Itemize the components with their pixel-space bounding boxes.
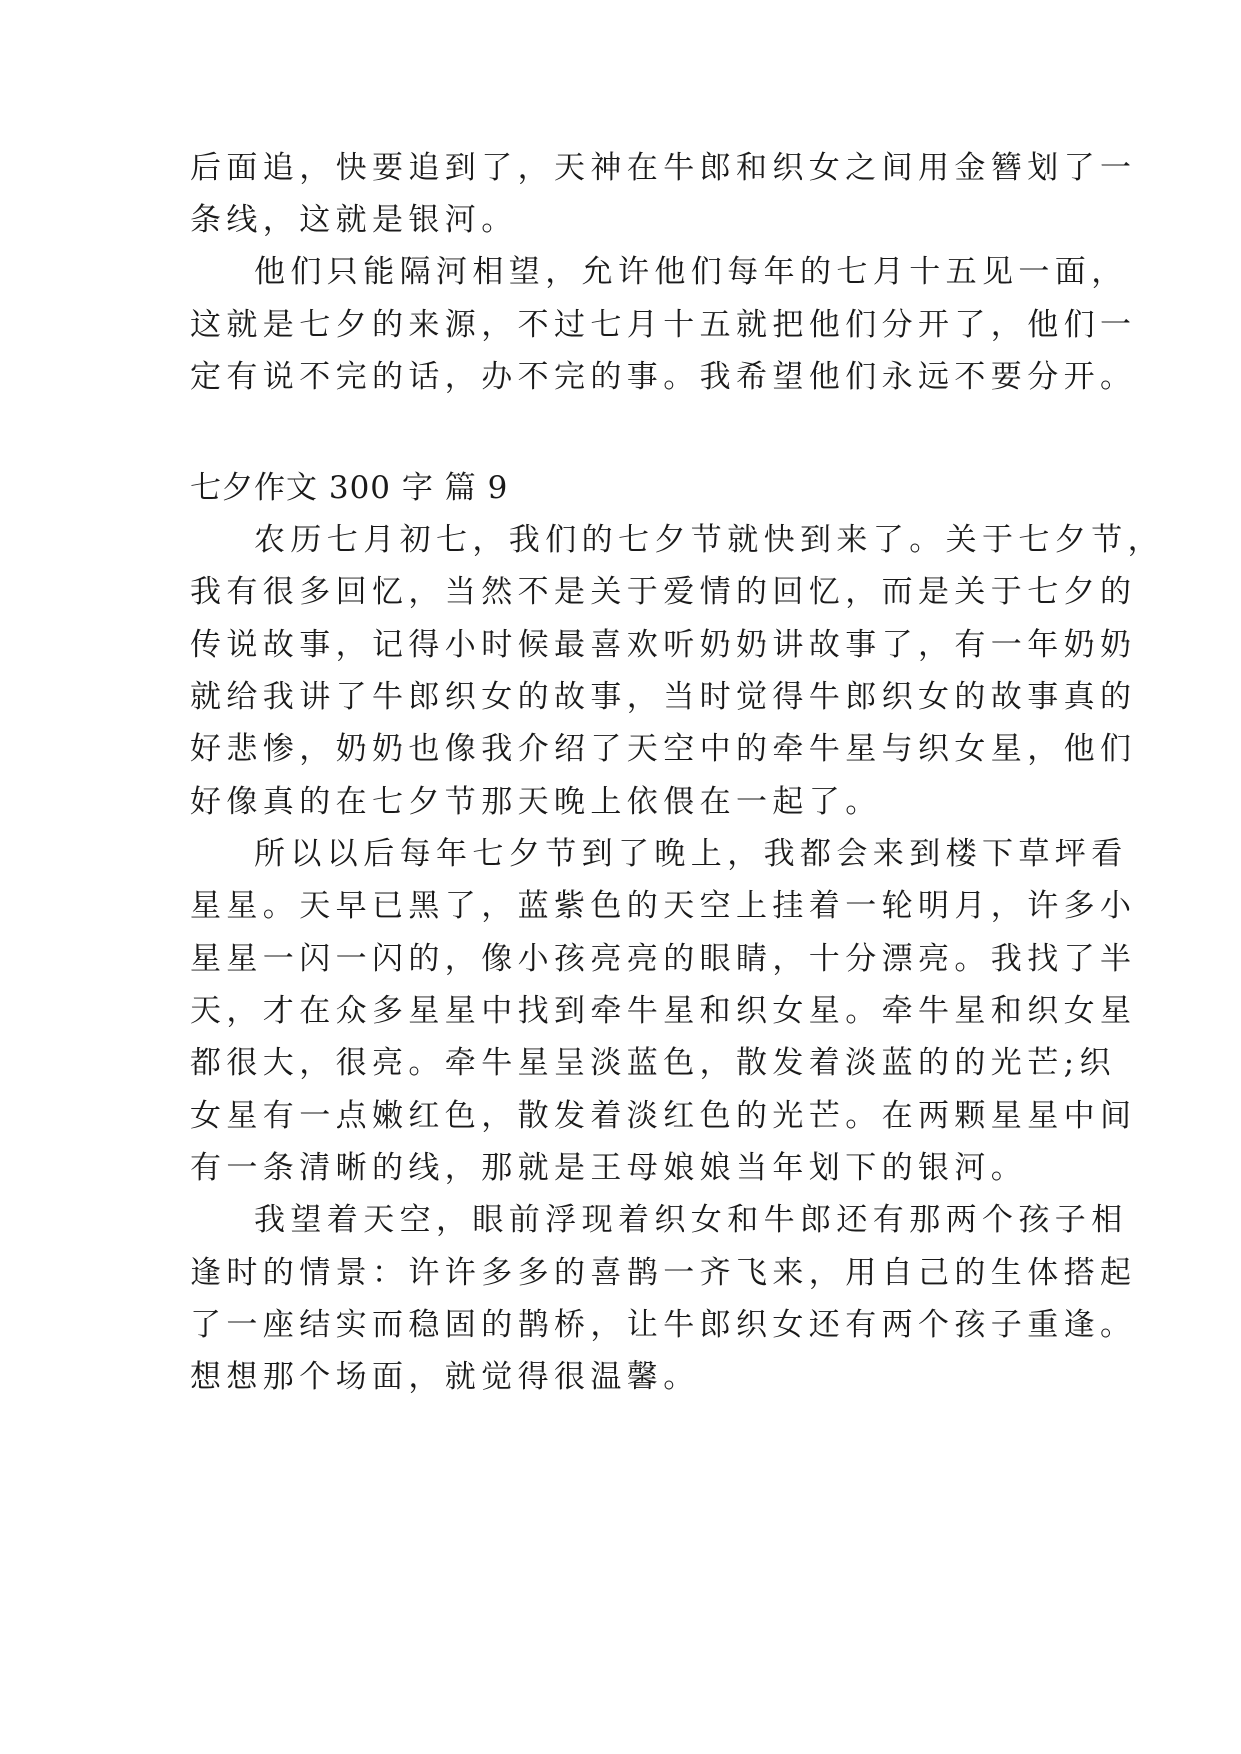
- text-line: 星星。天早已黑了，蓝紫色的天空上挂着一轮明月，许多小: [190, 888, 1137, 924]
- text-line: 有一条清晰的线，那就是王母娘娘当年划下的银河。: [190, 1150, 1028, 1186]
- text-line: 想想那个场面，就觉得很温馨。: [190, 1359, 700, 1395]
- text-line: 后面追，快要追到了，天神在牛郎和织女之间用金簪划了一: [190, 150, 1137, 186]
- text-line: 都很大，很亮。牵牛星呈淡蓝色，散发着淡蓝的的光芒;织: [190, 1045, 1116, 1081]
- text-line: 好像真的在七夕节那天晚上依偎在一起了。: [190, 784, 882, 820]
- text-line: 我有很多回忆，当然不是关于爱情的回忆，而是关于七夕的: [190, 574, 1137, 610]
- text-line: 传说故事，记得小时候最喜欢听奶奶讲故事了，有一年奶奶: [190, 627, 1137, 663]
- text-line: 条线，这就是银河。: [190, 202, 518, 238]
- text-line: 农历七月初七，我们的七夕节就快到来了。关于七夕节，: [254, 522, 1164, 558]
- text-line: 逢时的情景：许许多多的喜鹊一齐飞来，用自己的生体搭起: [190, 1255, 1137, 1291]
- section-heading: 七夕作文 300 字 篇 9: [190, 470, 509, 506]
- text-line: 天，才在众多星星中找到牵牛星和织女星。牵牛星和织女星: [190, 993, 1137, 1029]
- text-line: 了一座结实而稳固的鹊桥，让牛郎织女还有两个孩子重逢。: [190, 1307, 1137, 1343]
- text-line: 他们只能隔河相望，允许他们每年的七月十五见一面，: [254, 254, 1128, 290]
- text-line: 好悲惨，奶奶也像我介绍了天空中的牵牛星与织女星，他们: [190, 731, 1137, 767]
- text-line: 定有说不完的话，办不完的事。我希望他们永远不要分开。: [190, 359, 1137, 395]
- text-line: 这就是七夕的来源，不过七月十五就把他们分开了，他们一: [190, 307, 1137, 343]
- text-line: 所以以后每年七夕节到了晚上，我都会来到楼下草坪看: [254, 836, 1128, 872]
- text-line: 我望着天空，眼前浮现着织女和牛郎还有那两个孩子相: [254, 1202, 1128, 1238]
- text-line: 女星有一点嫩红色，散发着淡红色的光芒。在两颗星星中间: [190, 1098, 1137, 1134]
- text-line: 就给我讲了牛郎织女的故事，当时觉得牛郎织女的故事真的: [190, 679, 1137, 715]
- text-line: 星星一闪一闪的，像小孩亮亮的眼睛，十分漂亮。我找了半: [190, 941, 1137, 977]
